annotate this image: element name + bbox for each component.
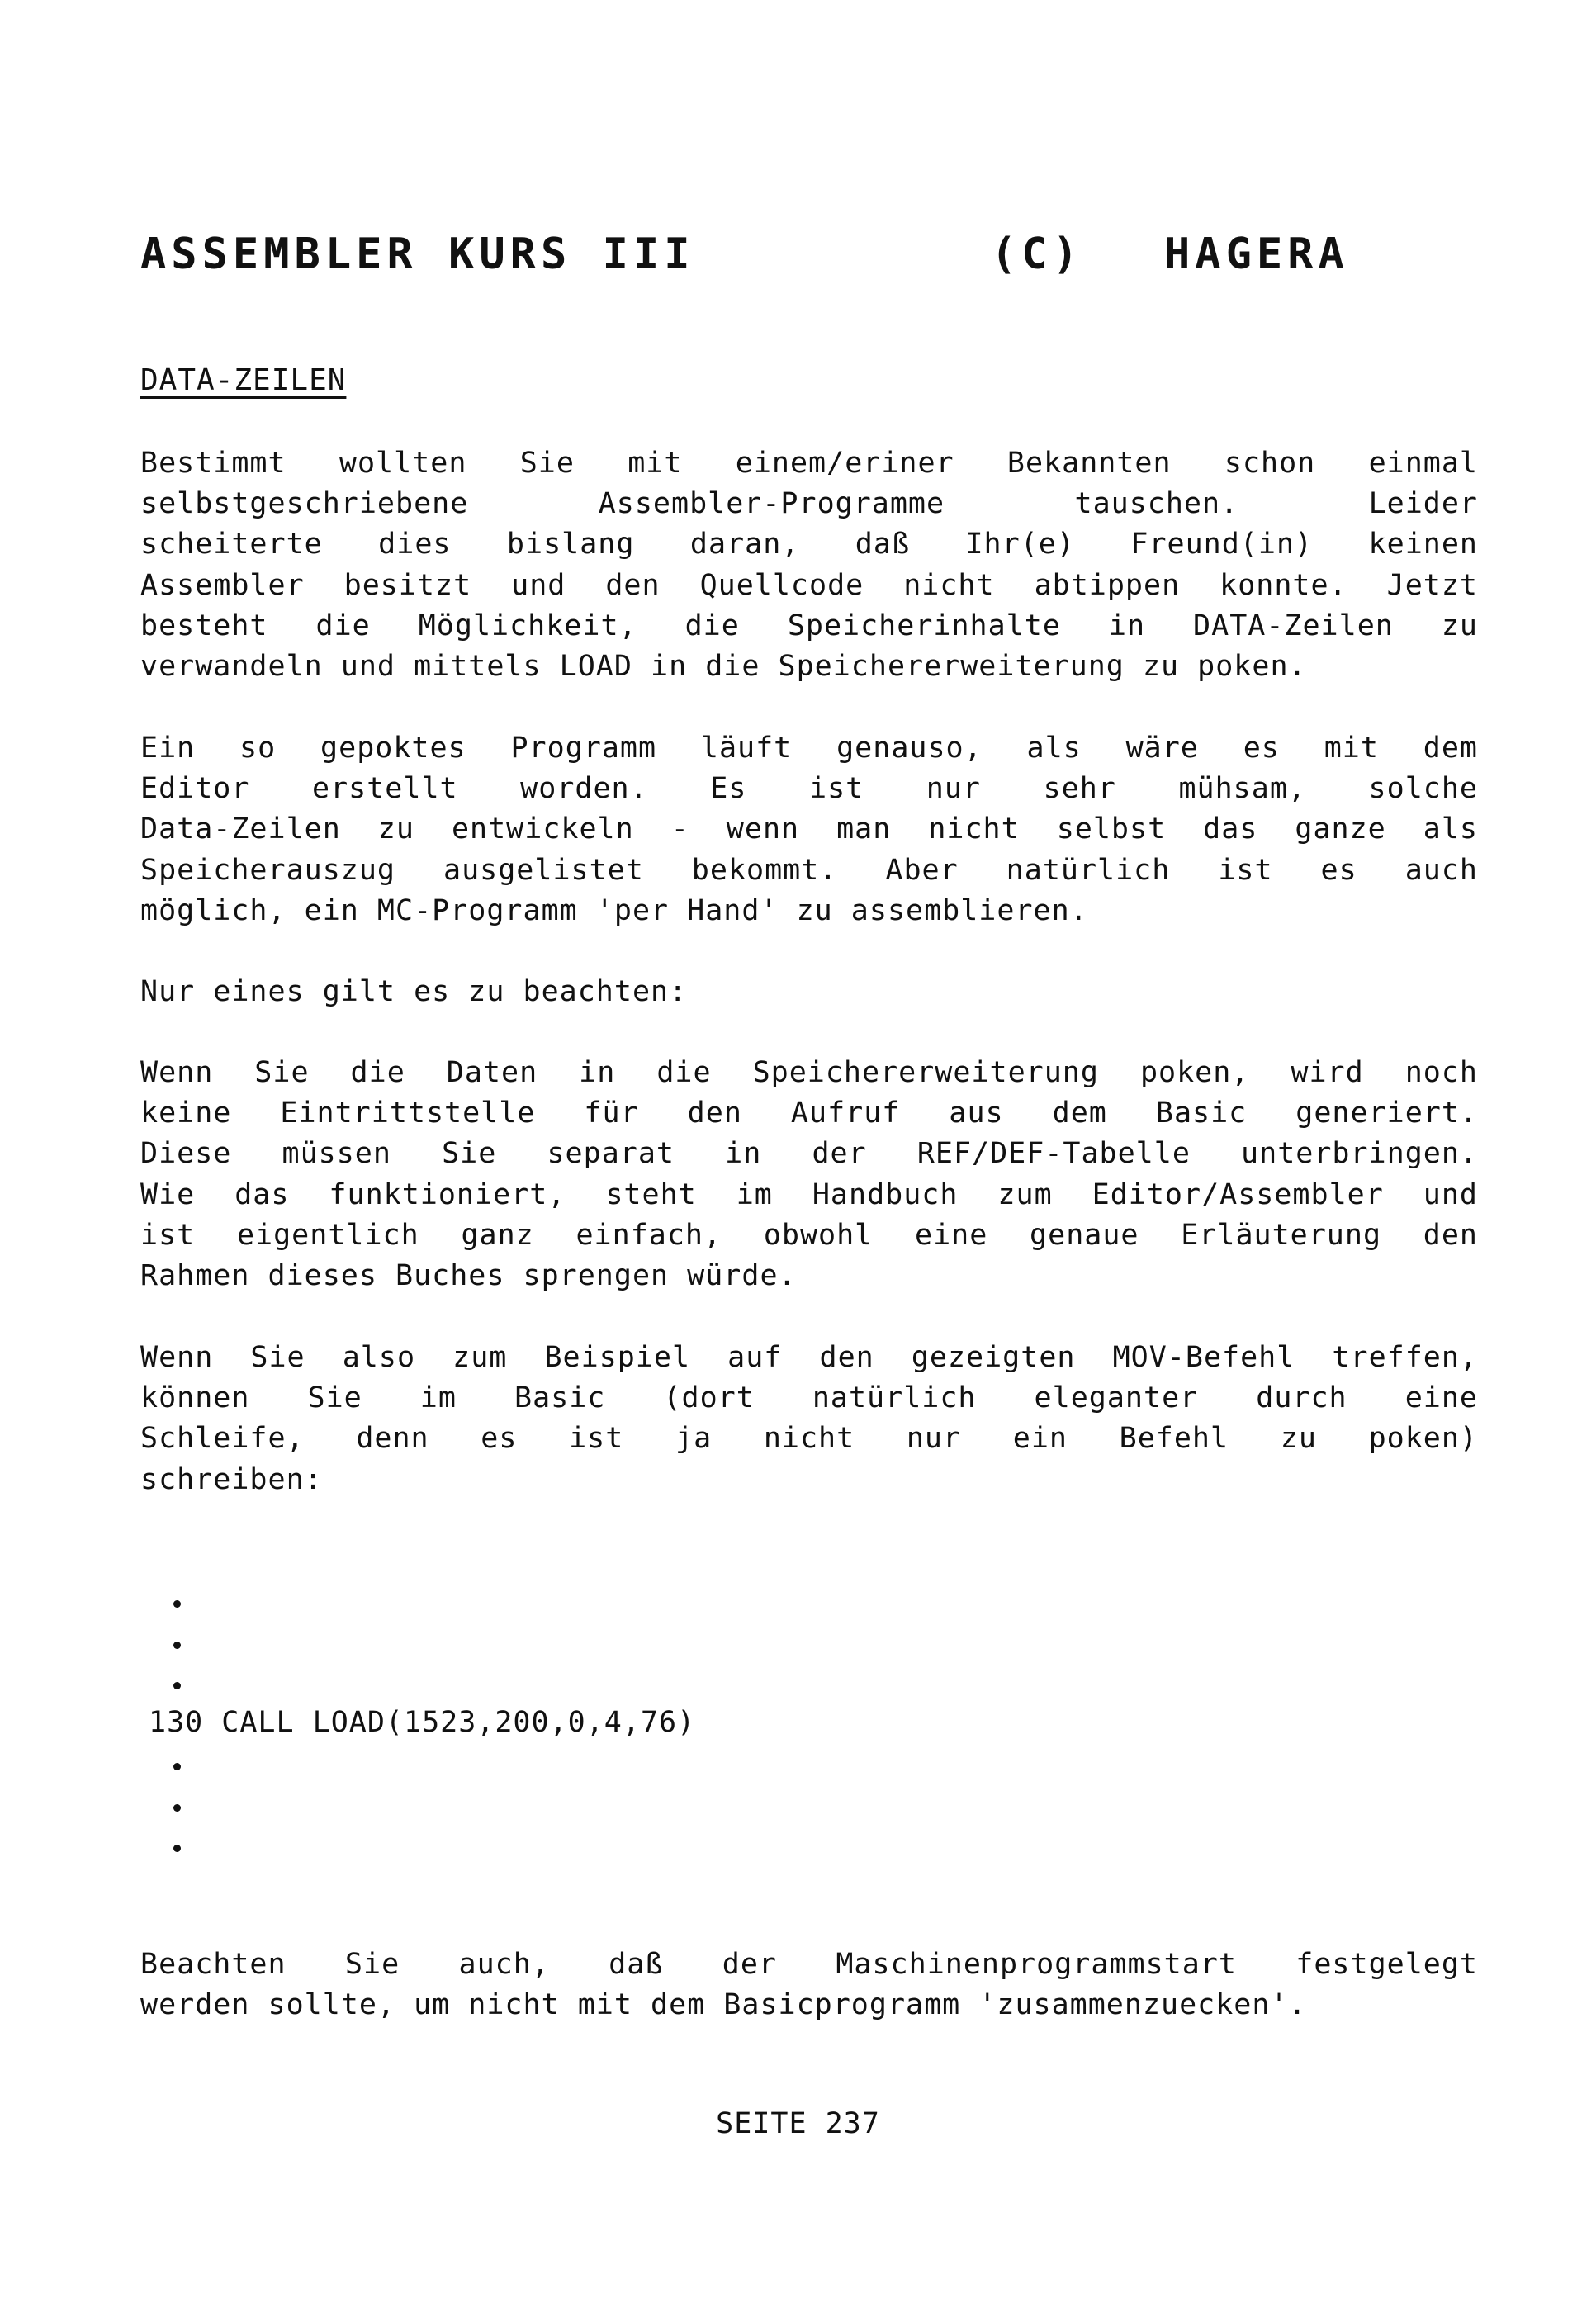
text-line: Rahmen dieses Buches sprengen würde. [140, 1259, 797, 1293]
text-line: möglich, ein MC-Programm 'per Hand' zu assemblieren. [140, 893, 1088, 927]
text-line: werden sollte, um nicht mit dem Basicprogramm 'zusammenzuecken'. [140, 1988, 1307, 2022]
text-line: selbstgeschriebene Assembler-Programme tauschen. Leider [140, 487, 1478, 521]
text-line: Speicherauszug ausgelistet bekommt. Aber natürlich ist es auch [140, 853, 1478, 887]
code-line: 130 CALL LOAD(1523,200,0,4,76) [149, 1706, 696, 1739]
page-number: SEITE 237 [716, 2107, 880, 2140]
section-heading: DATA-ZEILEN [140, 363, 347, 397]
text-line: Wenn Sie also zum Beispiel auf den gezeigten MOV-Befehl treffen, [140, 1341, 1478, 1374]
text-line: keine Eintrittstelle für den Aufruf aus dem Basic generiert. [140, 1097, 1478, 1130]
paragraph-4 [140, 1053, 1478, 1296]
paragraph-2 [140, 728, 1478, 931]
text-line: können Sie im Basic (dort natürlich eleganter durch eine [140, 1381, 1478, 1415]
text-line: besteht die Möglichkeit, die Speicherinhalte in DATA-Zeilen zu [140, 609, 1478, 642]
ellipsis-dot [173, 1600, 181, 1608]
text-line: Ein so gepoktes Programm läuft genauso, als wäre es mit dem [140, 732, 1478, 765]
text-line: ist eigentlich ganz einfach, obwohl eine genaue Erläuterung den [140, 1218, 1478, 1252]
ellipsis-dot [173, 1682, 181, 1689]
text-line: Editor erstellt worden. Es ist nur sehr mühsam, solche [140, 772, 1478, 806]
title-copyright: (C) [991, 230, 1083, 279]
text-line: Beachten Sie auch, daß der Maschinenprogrammstart festgelegt [140, 1948, 1478, 1981]
paragraph-1 [140, 443, 1478, 687]
text-line: Data-Zeilen zu entwickeln - wenn man nicht selbst das ganze als [140, 813, 1478, 846]
page-title [140, 230, 1428, 448]
ellipsis-dot [173, 1763, 181, 1770]
paragraph-3 [140, 972, 1478, 1012]
ellipsis-dot [173, 1642, 181, 1649]
text-line: Nur eines gilt es zu beachten: [140, 975, 688, 1008]
paragraph-6 [140, 1945, 1478, 2025]
text-line: Wenn Sie die Daten in die Speichererweiterung poken, wird noch [140, 1056, 1478, 1089]
text-line: Wie das funktioniert, steht im Handbuch zum Editor/Assembler und [140, 1177, 1478, 1211]
text-line: Schleife, denn es ist ja nicht nur ein Befehl zu poken) [140, 1422, 1478, 1456]
ellipsis-dot [173, 1804, 181, 1812]
text-line: Diese müssen Sie separat in der REF/DEF-Tabelle unterbringen. [140, 1137, 1478, 1171]
text-line: verwandeln und mittels LOAD in die Speichererweiterung zu poken. [140, 650, 1307, 684]
title-course: ASSEMBLER KURS III [140, 230, 695, 279]
text-line: scheiterte dies bislang daran, daß Ihr(e) Freund(in) keinen [140, 528, 1478, 561]
text-line: Bestimmt wollten Sie mit einem/eriner Bekannten schon einmal [140, 447, 1478, 480]
paragraph-5 [140, 1338, 1478, 1500]
text-line: Assembler besitzt und den Quellcode nicht abtippen konnte. Jetzt [140, 568, 1478, 602]
title-author: HAGERA [1164, 230, 1349, 279]
text-line: schreiben: [140, 1462, 323, 1496]
ellipsis-dot [173, 1845, 181, 1852]
